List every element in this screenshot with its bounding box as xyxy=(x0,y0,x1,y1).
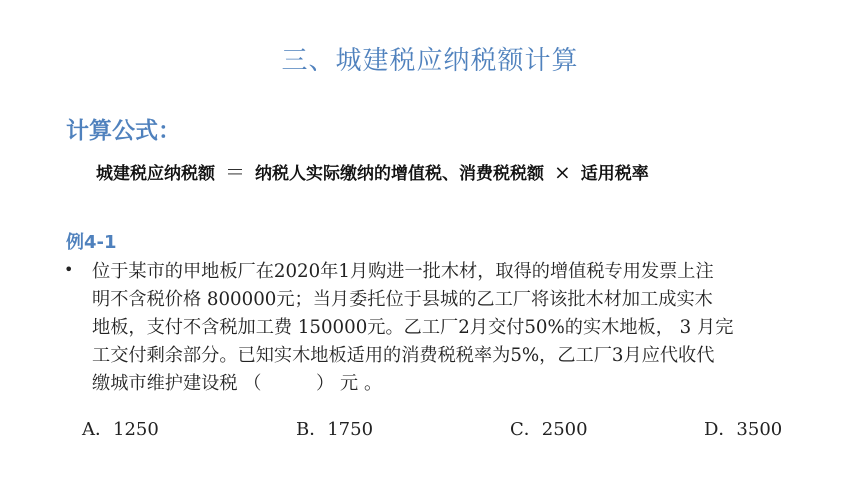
option-b[interactable]: B．1750 xyxy=(296,419,374,440)
slide-title: 三、城建税应纳税额计算 xyxy=(281,46,579,76)
formula-heading: 计算公式： xyxy=(66,118,181,144)
formula xyxy=(96,156,649,185)
formula-middle: 纳税人实际缴纳的增值税、消费税税额 xyxy=(255,164,544,184)
question-text xyxy=(92,258,822,398)
answer-options xyxy=(82,415,802,441)
option-c[interactable]: C．2500 xyxy=(510,419,588,440)
question-line: 位于某市的甲地板厂在2020年1月购进一批木材，取得的增值税专用发票上注 xyxy=(92,261,714,282)
question-line: 工交付剩余部分。已知实木地板适用的消费税税率为5%，乙工厂3月应代收代 xyxy=(92,345,715,366)
formula-equals: ＝ xyxy=(225,160,245,184)
question-line: 地板，支付不含税加工费 150000元。乙工厂2月交付50%的实木地板， 3 月完 xyxy=(92,317,734,338)
formula-times: × xyxy=(554,160,571,184)
question-line: 缴城市维护建设税 （ ） 元 。 xyxy=(92,373,383,394)
option-a[interactable]: A．1250 xyxy=(82,419,159,440)
formula-right: 适用税率 xyxy=(580,164,649,184)
example-label: 例4-1 xyxy=(66,232,117,253)
option-d[interactable]: D．3500 xyxy=(704,419,783,440)
question-line: 明不含税价格 800000元；当月委托位于县城的乙工厂将该批木材加工成实木 xyxy=(92,289,713,310)
formula-left: 城建税应纳税额 xyxy=(96,164,215,184)
bullet-icon: • xyxy=(64,260,74,279)
